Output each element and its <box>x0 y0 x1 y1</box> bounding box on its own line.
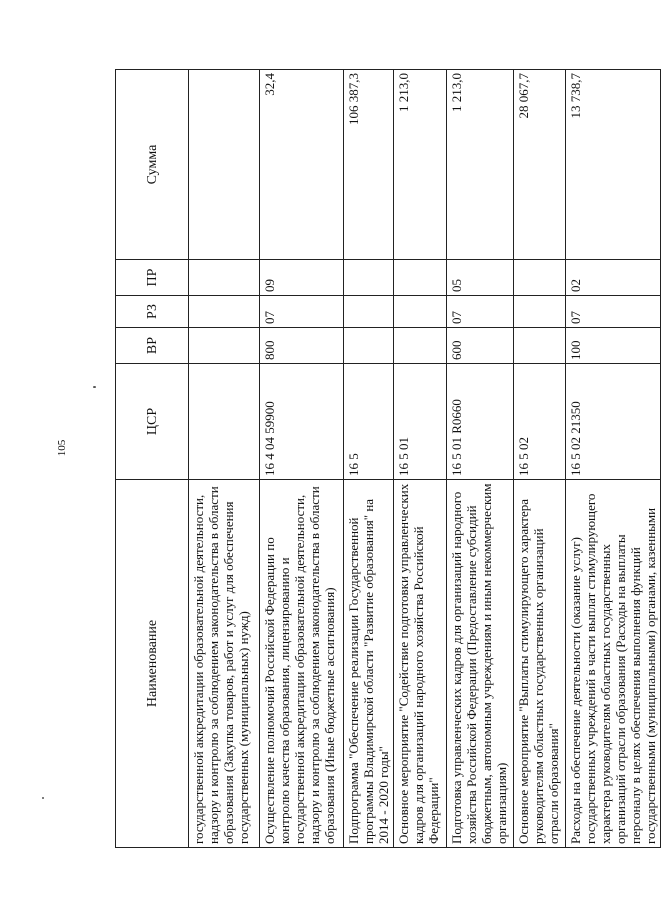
cell-csr <box>189 364 260 480</box>
cell-sum: 32,4 <box>260 70 344 260</box>
cell-sum: 1 213,0 <box>447 70 514 260</box>
scan-speck <box>42 797 44 799</box>
budget-table <box>115 69 661 848</box>
header-name: Наименование <box>116 480 189 848</box>
table-row <box>260 70 344 848</box>
cell-vr <box>189 328 260 364</box>
table-row <box>514 70 566 848</box>
header-vr: ВР <box>116 328 189 364</box>
cell-pr <box>514 260 566 296</box>
page-number: 105 <box>56 439 68 457</box>
cell-vr <box>514 328 566 364</box>
scan-speck <box>93 386 96 388</box>
cell-csr: 16 5 01 R0660 <box>447 364 514 480</box>
cell-rz <box>344 296 394 328</box>
header-rz: РЗ <box>116 296 189 328</box>
cell-vr: 600 <box>447 328 514 364</box>
cell-pr: 05 <box>447 260 514 296</box>
header-sum: Сумма <box>116 70 189 260</box>
cell-vr: 800 <box>260 328 344 364</box>
cell-csr: 16 4 04 59900 <box>260 364 344 480</box>
cell-pr <box>394 260 447 296</box>
cell-name: Осуществление полномочий Российской Федерации по контролю качества образования, лицензированию и государственной аккредитации образовательной деятельности, надзору и контролю за соблюдением законодательства в области образования (Иные бюджетные ассигнования) <box>260 480 344 848</box>
cell-name: Основное мероприятие "Содействие подготовки управленческих кадров для организаций народного хозяйства Российской Федерации" <box>394 480 447 848</box>
table-row <box>189 70 260 848</box>
cell-sum: 28 067,7 <box>514 70 566 260</box>
cell-csr: 16 5 01 <box>394 364 447 480</box>
cell-sum <box>189 70 260 260</box>
cell-name: государственной аккредитации образовательной деятельности, надзору и контролю за соблюдением законодательства в области образования (Закупка товаров, работ и услуг для обеспечения государственных (муниципальных) нужд) <box>189 480 260 848</box>
budget-table-rotated <box>115 70 658 848</box>
table-row <box>447 70 514 848</box>
cell-rz <box>394 296 447 328</box>
table-header-row <box>116 70 189 848</box>
cell-name: Подготовка управленческих кадров для организаций народного хозяйства Российской Федерации (Предоставление субсидий бюджетным, автономным учреждениям и иным некоммерческим организациям) <box>447 480 514 848</box>
cell-pr: 09 <box>260 260 344 296</box>
cell-csr: 16 5 <box>344 364 394 480</box>
cell-rz: 07 <box>447 296 514 328</box>
cell-name: Основное мероприятие "Выплаты стимулирующего характера руководителям областных государственных организаций отрасли образования" <box>514 480 566 848</box>
cell-csr: 16 5 02 <box>514 364 566 480</box>
cell-pr: 02 <box>566 260 661 296</box>
cell-sum: 13 738,7 <box>566 70 661 260</box>
cell-vr <box>394 328 447 364</box>
cell-name: Подпрограмма "Обеспечение реализации Государственной программы Владимирской области "Развитие образования" на 2014 - 2020 годы" <box>344 480 394 848</box>
cell-pr <box>344 260 394 296</box>
cell-sum: 1 213,0 <box>394 70 447 260</box>
header-pr: ПР <box>116 260 189 296</box>
table-row <box>394 70 447 848</box>
cell-vr <box>344 328 394 364</box>
cell-sum: 106 387,3 <box>344 70 394 260</box>
cell-rz: 07 <box>260 296 344 328</box>
cell-pr <box>189 260 260 296</box>
header-csr: ЦСР <box>116 364 189 480</box>
table-row <box>344 70 394 848</box>
cell-rz <box>189 296 260 328</box>
cell-name: Расходы на обеспечение деятельности (оказание услуг) государственных учреждений в части выплат стимулирующего характера руководителям областных государственных организаций отрасли образования (Расходы на выплаты персоналу в целях обеспечения выполнения функций государственными (муниципальными) органами, казенными <box>566 480 661 848</box>
cell-csr: 16 5 02 21350 <box>566 364 661 480</box>
table-row <box>566 70 661 848</box>
cell-rz <box>514 296 566 328</box>
cell-vr: 100 <box>566 328 661 364</box>
cell-rz: 07 <box>566 296 661 328</box>
